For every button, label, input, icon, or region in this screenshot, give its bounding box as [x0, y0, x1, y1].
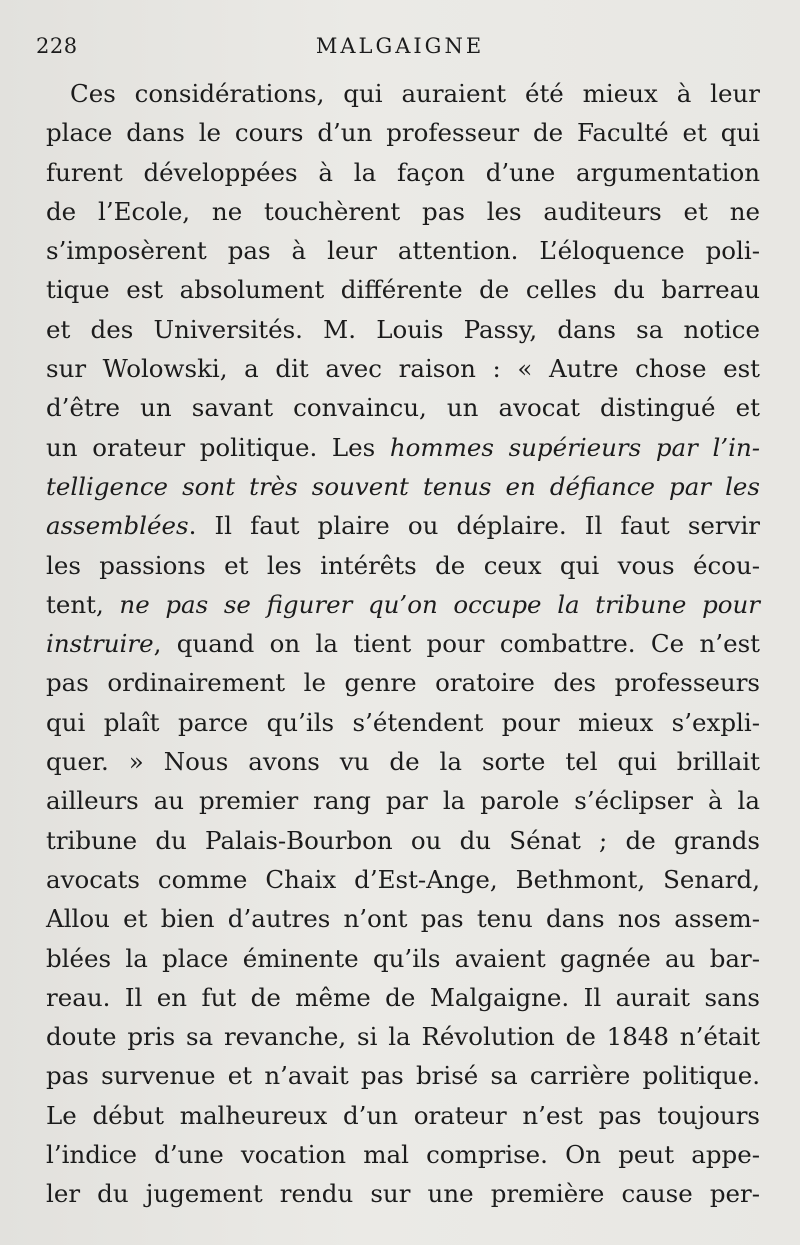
text-segment: pas ordinairement le genre oratoire des professeurs	[46, 668, 760, 698]
text-line	[46, 270, 760, 309]
text-line	[46, 1135, 760, 1174]
text-line	[46, 231, 760, 270]
text-line	[46, 467, 760, 506]
text-segment: blées la place éminente qu’ils avaient gagnée au bar-	[46, 943, 760, 973]
text-line	[46, 1017, 760, 1056]
text-line	[46, 821, 760, 860]
text-segment: tribune du Palais-Bourbon ou du Sénat ; de grands	[46, 825, 760, 855]
text-segment: . Il faut plaire ou déplaire. Il faut servir	[188, 511, 760, 541]
text-line	[46, 1174, 760, 1213]
text-line	[46, 585, 760, 624]
text-segment: pas survenue et n’avait pas brisé sa carrière politique.	[46, 1061, 760, 1091]
text-segment: ler du jugement rendu sur une première cause per-	[46, 1179, 760, 1209]
text-segment: Allou et bien d’autres n’ont pas tenu dans nos assem-	[46, 904, 760, 934]
text-segment: place dans le cours d’un professeur de Faculté et qui	[46, 118, 760, 148]
text-line	[46, 703, 760, 742]
italic-text: hommes supérieurs par l’in-	[389, 432, 760, 462]
text-line	[46, 742, 760, 781]
text-segment: quer. » Nous avons vu de la sorte tel qui brillait	[46, 747, 760, 777]
text-segment: un orateur politique. Les	[46, 432, 390, 462]
text-line	[46, 978, 760, 1017]
text-segment: qui plaît parce qu’ils s’étendent pour mieux s’expli-	[46, 707, 760, 737]
text-segment: tent,	[46, 589, 120, 619]
text-line	[46, 899, 760, 938]
text-line	[46, 546, 760, 585]
text-line	[46, 1096, 760, 1135]
text-line	[46, 860, 760, 899]
text-line	[46, 74, 760, 113]
page-header	[36, 34, 764, 64]
text-segment: reau. Il en fut de même de Malgaigne. Il aurait sans	[46, 982, 760, 1012]
text-segment: d’être un savant convaincu, un avocat distingué et	[46, 393, 760, 423]
text-segment: de l’Ecole, ne touchèrent pas les auditeurs et ne	[46, 196, 760, 226]
text-segment: les passions et les intérêts de ceux qui vous écou-	[46, 550, 760, 580]
text-line	[46, 310, 760, 349]
text-line	[46, 624, 760, 663]
italic-text: assemblées	[46, 511, 189, 541]
text-segment: avocats comme Chaix d’Est-Ange, Bethmont, Senard,	[46, 864, 760, 894]
text-segment: , quand on la tient pour combattre. Ce n’est	[153, 629, 760, 659]
text-line	[46, 781, 760, 820]
page-number: 228	[36, 34, 78, 58]
text-segment: et des Universités. M. Louis Passy, dans sa notice	[46, 314, 760, 344]
italic-text: instruire	[46, 629, 154, 659]
text-segment: furent développées à la façon d’une argumentation	[46, 157, 760, 187]
running-head: MALGAIGNE	[315, 34, 485, 58]
text-line	[46, 192, 760, 231]
text-line	[46, 388, 760, 427]
text-line	[46, 113, 760, 152]
text-line	[46, 428, 760, 467]
text-segment: Le début malheureux d’un orateur n’est pas toujours	[46, 1100, 760, 1130]
text-segment: tique est absolument différente de celles du barreau	[46, 275, 760, 305]
text-segment: sur Wolowski, a dit avec raison : « Autre chose est	[46, 354, 760, 384]
text-line	[46, 153, 760, 192]
text-line	[46, 939, 760, 978]
text-segment: ailleurs au premier rang par la parole s’éclipser à la	[46, 786, 760, 816]
text-segment: doute pris sa revanche, si la Révolution de 1848 n’était	[46, 1022, 760, 1052]
italic-text: telligence sont très souvent tenus en défiance par les	[46, 471, 760, 501]
text-segment: l’indice d’une vocation mal comprise. On peut appe-	[46, 1140, 760, 1170]
text-line	[46, 349, 760, 388]
text-segment: s’imposèrent pas à leur attention. L’éloquence poli-	[46, 236, 760, 266]
text-segment: Ces considérations, qui auraient été mieux à leur	[70, 79, 760, 108]
text-line	[46, 663, 760, 702]
text-line	[46, 1056, 760, 1095]
body-text	[46, 74, 760, 1214]
italic-text: ne pas se figurer qu’on occupe la tribune pour	[119, 589, 761, 619]
text-line	[46, 506, 760, 545]
